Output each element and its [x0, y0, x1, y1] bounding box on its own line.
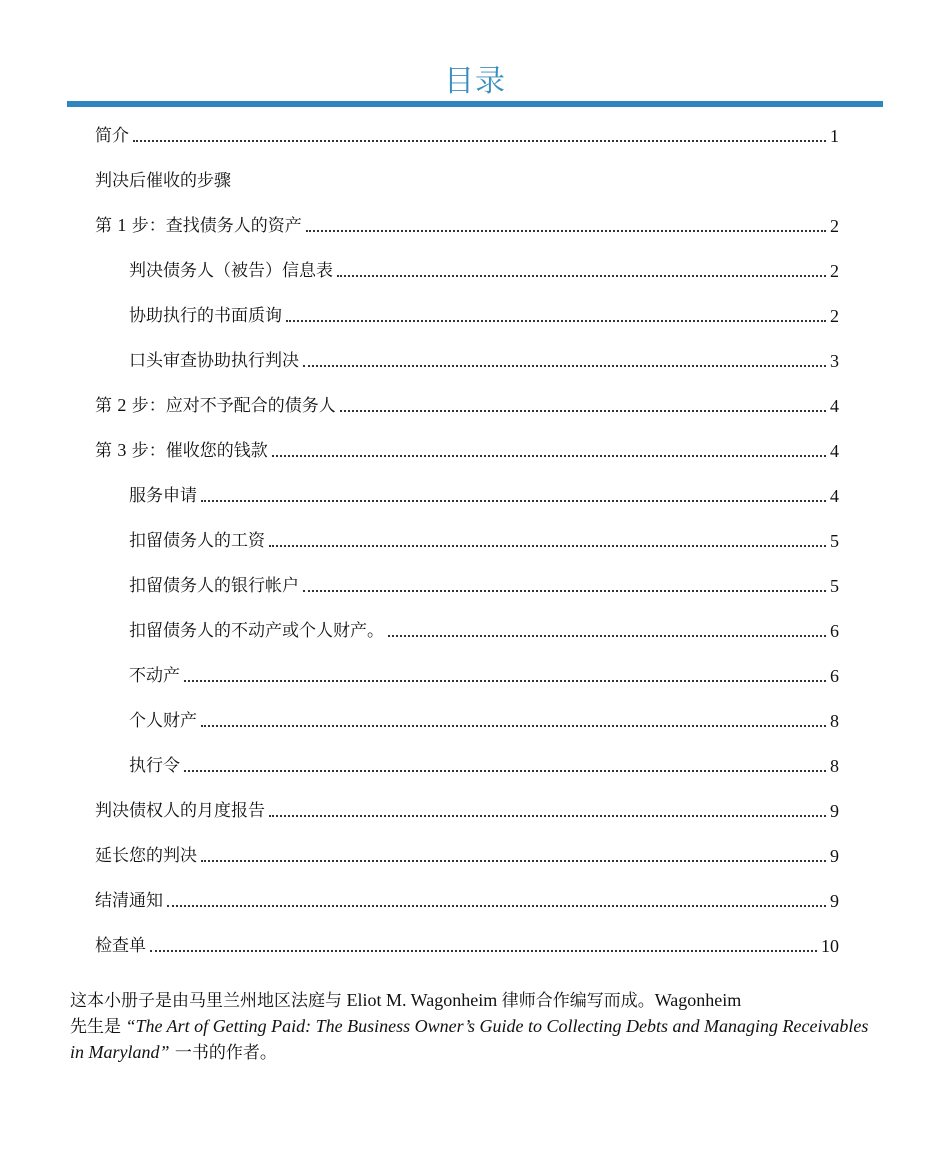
toc-entry-title: 扣留债务人的不动产或个人财产。 — [129, 621, 384, 641]
toc-page-number: 2 — [830, 261, 839, 281]
toc-page-number: 10 — [821, 936, 839, 956]
toc-page-number: 8 — [830, 711, 839, 731]
credits-text-4: 一书的作者。 — [169, 1043, 277, 1063]
toc-entry-title: 简介 — [95, 126, 129, 146]
toc-page-number: 4 — [830, 396, 839, 416]
toc-page-number: 4 — [830, 441, 839, 461]
credits-surname: Wagonheim — [654, 990, 742, 1010]
toc-leader-dots — [201, 725, 826, 727]
toc-leader-dots — [150, 950, 817, 952]
toc-entry-title: 延长您的判决 — [95, 846, 197, 866]
credits-author: Eliot M. Wagonheim — [342, 990, 502, 1010]
toc-entry[interactable] — [129, 658, 839, 688]
toc-page-number: 8 — [830, 756, 839, 776]
toc-leader-dots — [303, 365, 826, 367]
toc-leader-dots — [269, 815, 826, 817]
toc-entry-title: 扣留债务人的银行帐户 — [129, 576, 299, 596]
credits-book-title: “The Art of Getting Paid: The Business Owner’s Guide to Collecting Debts and Managing Receivables in Maryland” — [70, 1016, 869, 1062]
toc-entry-title: 检查单 — [95, 936, 146, 956]
credits-paragraph — [70, 988, 882, 1066]
credits-text-1: 这本小册子是由马里兰州地区法庭与 — [70, 991, 342, 1011]
toc-entry[interactable] — [129, 568, 839, 598]
toc-page-number: 3 — [830, 351, 839, 371]
toc-entry-title: 判决债权人的月度报告 — [95, 801, 265, 821]
toc-entry[interactable] — [129, 523, 839, 553]
toc-leader-dots — [167, 905, 826, 907]
toc-entry-title: 判决后催收的步骤 — [95, 171, 231, 191]
toc-entry[interactable] — [95, 838, 839, 868]
toc-entry[interactable] — [95, 388, 839, 418]
toc-leader-dots — [340, 410, 826, 412]
toc-leader-dots — [269, 545, 826, 547]
toc-entry-title: 口头审查协助执行判决 — [129, 351, 299, 371]
toc-entry-title: 扣留债务人的工资 — [129, 531, 265, 551]
toc-entry-title: 执行令 — [129, 756, 180, 776]
toc-entry[interactable] — [95, 208, 839, 238]
toc-entry[interactable] — [129, 298, 839, 328]
toc-leader-dots — [201, 500, 826, 502]
page-title: 目录 — [444, 64, 506, 99]
toc-page-number: 5 — [830, 576, 839, 596]
toc-leader-dots — [388, 635, 826, 637]
toc-page-number: 9 — [830, 846, 839, 866]
credits-text-3: 先生是 — [70, 1017, 121, 1037]
toc-entry[interactable] — [95, 883, 839, 913]
toc-page-number: 6 — [830, 666, 839, 686]
toc-entry[interactable] — [95, 928, 839, 958]
toc-page-number: 9 — [830, 801, 839, 821]
toc-page-number: 1 — [830, 126, 839, 146]
toc-entry[interactable] — [129, 748, 839, 778]
toc-leader-dots — [303, 590, 826, 592]
toc-entry[interactable] — [129, 253, 839, 283]
toc-page-number: 6 — [830, 621, 839, 641]
toc-leader-dots — [337, 275, 826, 277]
toc-entry[interactable] — [95, 793, 839, 823]
toc-entry-title: 第 1 步：查找债务人的资产 — [95, 215, 302, 236]
toc-entry-title: 第 2 步：应对不予配合的债务人 — [95, 395, 336, 416]
toc-entry[interactable] — [129, 478, 839, 508]
toc-leader-dots — [184, 680, 826, 682]
toc-entry[interactable] — [129, 613, 839, 643]
toc-entry-title: 个人财产 — [129, 711, 197, 731]
toc-leader-dots — [184, 770, 826, 772]
toc-entry-title: 服务申请 — [129, 486, 197, 506]
toc-entry[interactable] — [95, 433, 839, 463]
toc-entry-title: 结清通知 — [95, 891, 163, 911]
toc-page-number: 2 — [830, 306, 839, 326]
toc-entry-title: 判决债务人（被告）信息表 — [129, 261, 333, 281]
toc-page-number: 5 — [830, 531, 839, 551]
toc-page-number: 4 — [830, 486, 839, 506]
toc-entry[interactable] — [95, 118, 839, 148]
toc-leader-dots — [306, 230, 826, 232]
toc-entry[interactable] — [129, 343, 839, 373]
toc-leader-dots — [133, 140, 826, 142]
toc-leader-dots — [272, 455, 826, 457]
toc-entry[interactable] — [129, 703, 839, 733]
credits-text-2: 律师合作编写而成。 — [501, 991, 655, 1011]
toc-page-number: 9 — [830, 891, 839, 911]
toc-leader-dots — [201, 860, 826, 862]
toc-entry[interactable] — [95, 163, 839, 193]
toc-entry-title: 不动产 — [129, 666, 180, 686]
title-rule — [67, 101, 883, 107]
toc-entry-title: 协助执行的书面质询 — [129, 306, 282, 326]
toc-entry-title: 第 3 步：催收您的钱款 — [95, 440, 268, 461]
toc-leader-dots — [286, 320, 826, 322]
toc-page-number: 2 — [830, 216, 839, 236]
